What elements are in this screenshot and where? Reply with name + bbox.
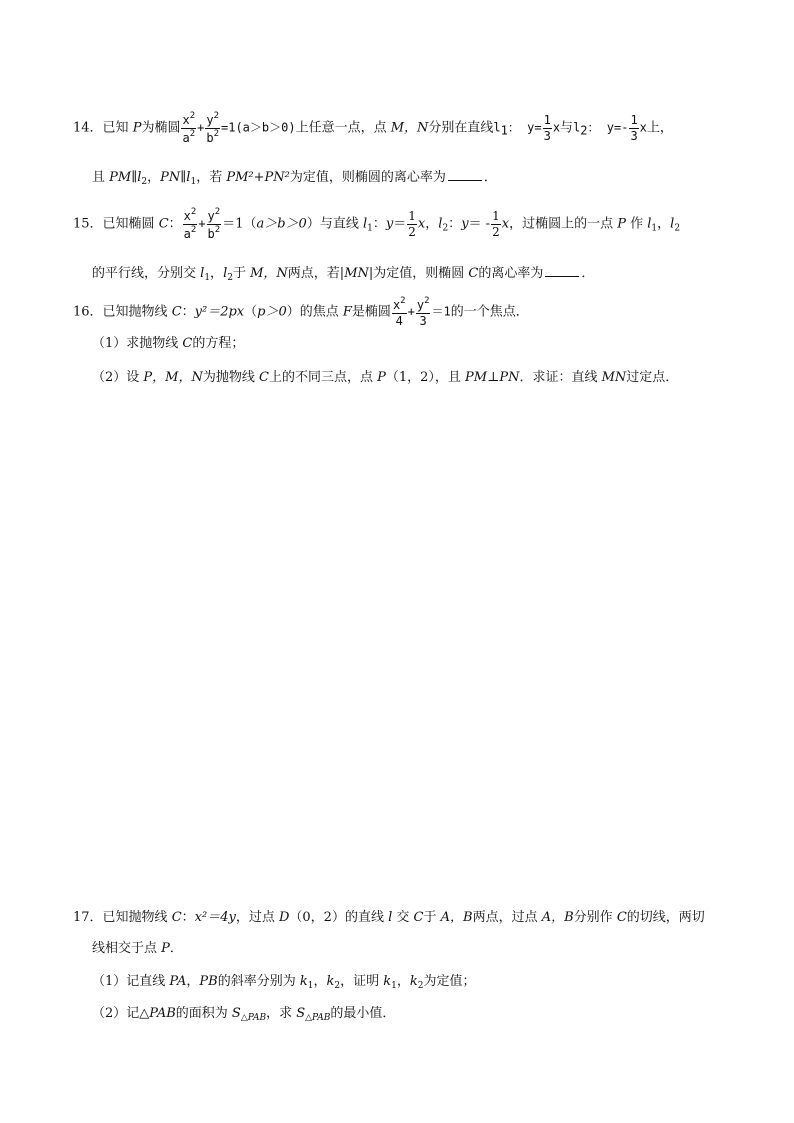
q16-number: 16． xyxy=(73,304,103,320)
q14-fraction-x2-a2: $\frac{x^2}{a^2}$ xyxy=(182,111,196,145)
q15-line2: 的平行线，分别交 $l_1$，$l_2$于 M，N两点，若|MN|为定值，则椭圆 C的离心率为 ． xyxy=(92,266,595,283)
q14-fraction-y2-b2: $\frac{y^2}{b^2}$ xyxy=(206,111,219,145)
q14-answer-blank[interactable] xyxy=(448,168,482,181)
q17-sub1: （1）记直线 PA，PB的斜率分别为 $k_1$，$k_2$，证明 $k_1$，$k_2$为定值； xyxy=(92,974,476,991)
q17-number: 17． xyxy=(73,910,103,925)
q16-line1: 16．已知抛物线 C：y²＝2px（p＞0）的焦点 F是椭圆 $\frac{x^2}{4}$ + $\frac{y^2}{3}$ ＝1的一个焦点． xyxy=(73,296,529,328)
q14-number: 14． xyxy=(73,120,103,136)
q14-line2: 且 $PM\parallel l_2$，$PN\parallel l_1$，若 PM²+PN²为定值，则椭圆的离心率为 ． xyxy=(92,170,497,187)
q15-answer-blank[interactable] xyxy=(545,264,579,277)
q14-fraction-one-third-a: $\frac{1}{3}$ xyxy=(543,113,551,143)
q16-fraction-x2-4: $\frac{x^2}{4}$ xyxy=(392,296,406,328)
q16-sub1: （1）求抛物线 C的方程； xyxy=(92,336,245,351)
q15-line1: 15．已知椭圆 C： $\frac{x^2}{a^2}$ + $\frac{y^2}{b^2}$ ＝1（a＞b＞0）与直线 $l_1$：y＝ $\frac{1}{2}$ x，$l_2$：y＝ - $\frac{1}{2}$ x，过椭圆上的一点 P 作 $l_1$，$l_2$ xyxy=(73,207,681,241)
q14-line1: 14．已知 P为椭圆 $\frac{x^2}{a^2}$ + $\frac{y^2}{b^2}$ =1(a＞b＞0)上任意一点，点 M，N分别在直线l1： y= $\frac{1}{3}$ x与l2： y=- $\frac{1}{3}$ x上， xyxy=(73,111,673,145)
q15-fraction-half-b: $\frac{1}{2}$ xyxy=(492,209,500,239)
q15-fraction-half-a: $\frac{1}{2}$ xyxy=(408,209,416,239)
q14-fraction-one-third-b: $\frac{1}{3}$ xyxy=(630,113,638,143)
q17-sub2: （2）记△PAB的面积为 $S_{\triangle PAB}$，求 $S_{\triangle PAB}$的最小值． xyxy=(92,1006,396,1023)
q16-fraction-y2-3: $\frac{y^2}{3}$ xyxy=(416,296,430,328)
q16-sub2: （2）设 P，M，N为抛物线 C上的不同三点，点 P（1，2），且 PM⊥PN．求证：直线 MN过定点． xyxy=(92,370,679,385)
q15-fraction-y2-b2: $\frac{y^2}{b^2}$ xyxy=(207,207,221,241)
q15-fraction-x2-a2: $\frac{x^2}{a^2}$ xyxy=(183,207,197,241)
q17-line1: 17．已知抛物线 C：x²＝4y，过点 D（0，2）的直线 l 交 C于 A，B两点，过点 A，B分别作 C的切线，两切 xyxy=(73,910,705,925)
q15-number: 15． xyxy=(73,216,103,232)
q17-line2: 线相交于点 P． xyxy=(92,941,183,956)
